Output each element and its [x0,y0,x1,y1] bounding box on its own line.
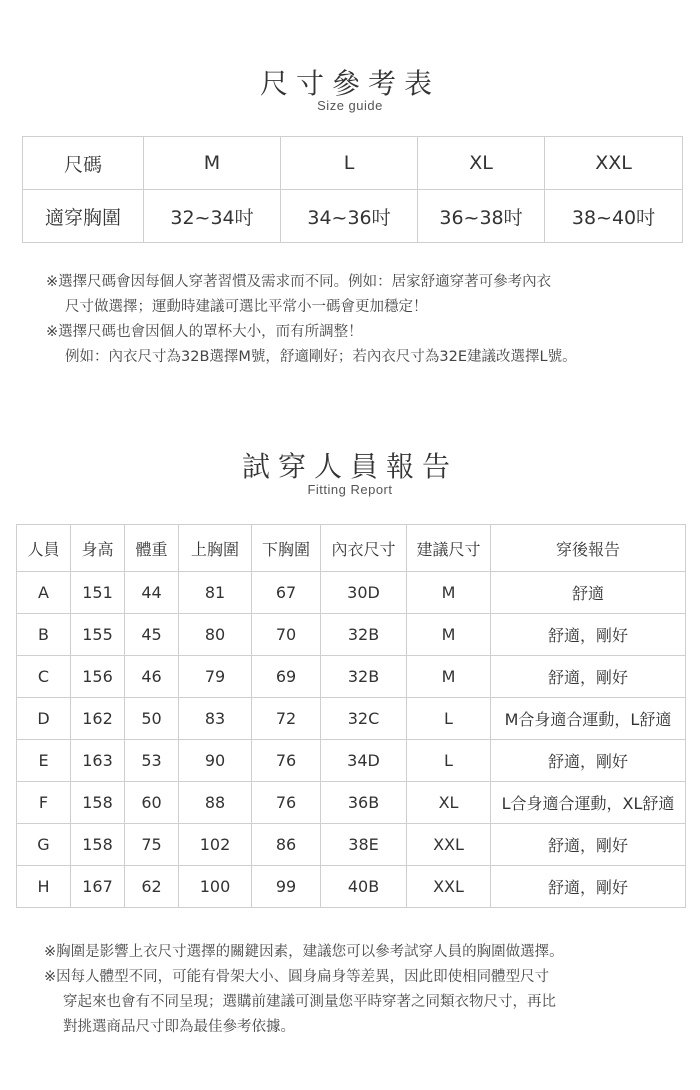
table-cell: 67 [252,572,321,614]
table-cell: 舒適，剛好 [491,824,686,866]
bust-cell: 34~36吋 [281,190,418,243]
table-row [17,782,686,824]
fitting-note: 穿起來也會有不同呈現；選購前建議可測量您平時穿著之同類衣物尺寸，再比 [63,994,556,1010]
table-cell: E [17,740,71,782]
table-cell: 158 [71,782,125,824]
bust-row-header: 適穿胸圍 [23,190,144,243]
table-cell: 舒適，剛好 [491,614,686,656]
table-cell: 163 [71,740,125,782]
table-cell: B [17,614,71,656]
table-row [17,740,686,782]
table-cell: XXL [407,866,491,908]
table-cell: 53 [125,740,179,782]
table-row [17,698,686,740]
fitting-header-row [17,525,686,572]
fitting-header-cell: 人員 [17,525,71,572]
fitting-header-cell: 內衣尺寸 [321,525,407,572]
table-cell: XL [407,782,491,824]
table-cell: 60 [125,782,179,824]
table-cell: 162 [71,698,125,740]
bust-cell: 36~38吋 [418,190,545,243]
table-cell: 舒適 [491,572,686,614]
size-notes [46,270,577,370]
fitting-header-cell: 穿後報告 [491,525,686,572]
table-cell: 99 [252,866,321,908]
table-cell: 75 [125,824,179,866]
size-guide-subtitle: Size guide [317,98,383,113]
table-cell: L [407,698,491,740]
table-cell: 100 [179,866,252,908]
table-cell: C [17,656,71,698]
table-cell: 舒適，剛好 [491,656,686,698]
fitting-header-cell: 上胸圍 [179,525,252,572]
table-cell: 76 [252,782,321,824]
size-row [23,137,683,190]
table-cell: 32B [321,614,407,656]
table-row [17,824,686,866]
fitting-header-cell: 身高 [71,525,125,572]
size-row-header: 尺碼 [23,137,144,190]
table-cell: M [407,614,491,656]
bust-cell: 38~40吋 [545,190,683,243]
bust-row [23,190,683,243]
table-cell: L合身適合運動，XL舒適 [491,782,686,824]
table-cell: 62 [125,866,179,908]
fitting-note: ※胸圍是影響上衣尺寸選擇的關鍵因素，建議您可以參考試穿人員的胸圍做選擇。 [44,944,564,960]
size-note: ※選擇尺碼也會因個人的罩杯大小，而有所調整！ [46,324,363,340]
size-table [22,136,683,243]
size-guide-title: 尺寸參考表 [259,67,440,100]
table-cell: 88 [179,782,252,824]
table-cell: L [407,740,491,782]
table-cell: M合身適合運動，L舒適 [491,698,686,740]
table-cell: 83 [179,698,252,740]
table-row [17,614,686,656]
table-cell: 102 [179,824,252,866]
size-note: 尺寸做選擇；運動時建議可選比平常小一碼會更加穩定！ [65,299,428,315]
table-cell: H [17,866,71,908]
bust-cell: 32~34吋 [144,190,281,243]
table-cell: 167 [71,866,125,908]
table-cell: 30D [321,572,407,614]
table-cell: 45 [125,614,179,656]
size-cell: XXL [545,137,683,190]
table-cell: 46 [125,656,179,698]
size-cell: L [281,137,418,190]
table-cell: 156 [71,656,125,698]
table-row [17,866,686,908]
table-cell: 32C [321,698,407,740]
table-cell: 151 [71,572,125,614]
table-row [17,656,686,698]
table-cell: 80 [179,614,252,656]
table-cell: 76 [252,740,321,782]
table-cell: G [17,824,71,866]
table-cell: 79 [179,656,252,698]
table-cell: M [407,572,491,614]
table-cell: 舒適，剛好 [491,740,686,782]
size-cell: XL [418,137,545,190]
fitting-note: 對挑選商品尺寸即為最佳參考依據。 [63,1019,295,1035]
size-note: ※選擇尺碼會因每個人穿著習慣及需求而不同。例如：居家舒適穿著可參考內衣 [46,274,552,290]
fitting-header-cell: 體重 [125,525,179,572]
table-cell: 32B [321,656,407,698]
table-cell: 90 [179,740,252,782]
table-cell: F [17,782,71,824]
table-cell: 40B [321,866,407,908]
table-cell: A [17,572,71,614]
table-cell: 44 [125,572,179,614]
table-cell: 舒適，剛好 [491,866,686,908]
table-row [17,572,686,614]
size-cell: M [144,137,281,190]
table-cell: 158 [71,824,125,866]
fitting-table [16,524,686,908]
table-cell: 38E [321,824,407,866]
table-cell: 72 [252,698,321,740]
table-cell: 69 [252,656,321,698]
table-cell: M [407,656,491,698]
table-cell: 155 [71,614,125,656]
size-note: 例如：內衣尺寸為32B選擇M號，舒適剛好；若內衣尺寸為32E建議改選擇L號。 [65,349,577,365]
table-cell: D [17,698,71,740]
table-cell: 50 [125,698,179,740]
table-cell: XXL [407,824,491,866]
fitting-report-subtitle: Fitting Report [307,482,393,497]
fitting-header-cell: 建議尺寸 [407,525,491,572]
fitting-note: ※因每人體型不同，可能有骨架大小、圓身扁身等差異，因此即使相同體型尺寸 [44,969,550,985]
fitting-report-title: 試穿人員報告 [241,450,458,483]
table-cell: 81 [179,572,252,614]
fitting-header-cell: 下胸圍 [252,525,321,572]
table-cell: 70 [252,614,321,656]
table-cell: 86 [252,824,321,866]
fitting-notes [44,940,564,1040]
table-cell: 34D [321,740,407,782]
table-cell: 36B [321,782,407,824]
